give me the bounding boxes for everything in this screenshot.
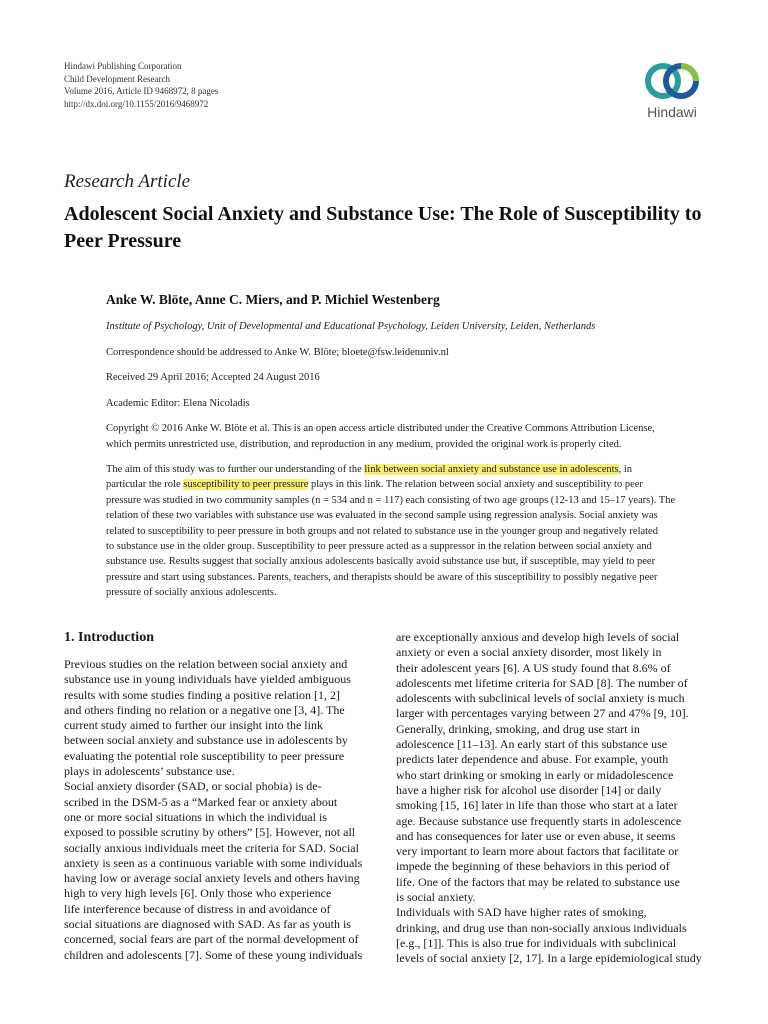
text-line: drinking, and drug use than non-socially anxious individuals xyxy=(396,920,687,935)
publisher-info xyxy=(64,60,218,110)
text-line: current study aimed to further our insight into the link xyxy=(64,718,323,733)
text-line: concerned, social fears are part of the normal development of xyxy=(64,932,359,947)
text-line: impede the beginning of these behaviors in this period of xyxy=(396,859,670,874)
text-line: life interference because of distress in and avoidance of xyxy=(64,901,331,916)
authors: Anke W. Blöte, Anne C. Miers, and P. Michiel Westenberg xyxy=(106,292,440,307)
text-line: having low or average social anxiety levels and others having xyxy=(64,871,360,886)
copyright-line: which permits unrestricted use, distribution, and reproduction in any medium, provided the original work is properly cited. xyxy=(106,439,622,450)
affiliation: Institute of Psychology, Unit of Developmental and Educational Psychology, Leiden University, Leiden, Netherlands xyxy=(106,321,596,332)
text-line: children and adolescents [7]. Some of these young individuals xyxy=(64,947,363,962)
text-line: age. Because substance use frequently starts in adolescence xyxy=(396,813,682,828)
paragraph xyxy=(64,657,374,779)
text-line: Generally, drinking, smoking, and drug use start in xyxy=(396,721,640,736)
text-line: smoking [15, 16] later in life than those who start at a later xyxy=(396,798,678,813)
text-line: anxiety is seen as a continuous variable with some individuals xyxy=(64,855,363,870)
received-dates: Received 29 April 2016; Accepted 24 August 2016 xyxy=(106,372,320,383)
abstract-line xyxy=(106,462,706,477)
abstract-line: to substance use in the older group. Susceptibility to peer pressure acted as a suppressor in the relation between social anxiety and xyxy=(106,541,652,553)
academic-editor: Academic Editor: Elena Nicoladis xyxy=(106,398,250,409)
text-line: is social anxiety. xyxy=(396,890,476,905)
doi-line: http://dx.doi.org/10.1155/2016/9468972 xyxy=(64,98,209,109)
abstract-line: related to susceptibility to peer pressure in both groups and not related to substance use in the younger group and negatively related xyxy=(106,525,658,537)
text-line: and others finding no relation or a negative one [3, 4]. The xyxy=(64,702,345,717)
text-line: plays in adolescents’ substance use. xyxy=(64,764,235,779)
paragraph xyxy=(396,630,706,722)
text-line: Previous studies on the relation between social anxiety and xyxy=(64,657,348,671)
text-line: and has consequences for later use or even abuse, it seems xyxy=(396,828,676,843)
text-line: social situations are diagnosed with SAD. As far as youth is xyxy=(64,917,351,932)
text-line: Social anxiety disorder (SAD, or social phobia) is de- xyxy=(64,779,322,794)
body-column-right xyxy=(396,630,706,967)
abstract-line: pressure of socially anxious adolescents. xyxy=(106,587,277,599)
article-type: Research Article xyxy=(64,171,191,192)
text-line: exposed to possible scrutiny by others” [5]. However, not all xyxy=(64,825,356,840)
text-line: larger with percentages varying between 27 and 47% [9, 10]. xyxy=(396,706,689,721)
abstract-text: , in xyxy=(618,464,633,475)
volume-line: Volume 2016, Article ID 9468972, 8 pages xyxy=(64,86,219,96)
hindawi-logo xyxy=(632,58,712,138)
text-line: anxiety or even a social anxiety disorder, most likely in xyxy=(396,645,662,660)
text-line: predicts later dependence and abuse. For example, youth xyxy=(396,752,669,767)
paragraph xyxy=(64,779,374,963)
body-column-left xyxy=(64,630,374,963)
abstract-text: The aim of this study was to further our understanding of the xyxy=(106,464,365,475)
article-title: Adolescent Social Anxiety and Substance Use: The Role of Susceptibility to Peer Pressure xyxy=(64,203,702,252)
text-line: are exceptionally anxious and develop high levels of social xyxy=(396,630,680,644)
text-line: adolescents met lifetime criteria for SAD [8]. The number of xyxy=(396,675,688,690)
section-heading: 1. Introduction xyxy=(64,630,154,645)
text-line: very important to learn more about factors that facilitate or xyxy=(396,844,679,859)
text-line: levels of social anxiety [2, 17]. In a large epidemiological study xyxy=(396,951,702,966)
text-line: [e.g., [1]]. This is also true for individuals with subclinical xyxy=(396,935,677,950)
text-line: their adolescent years [6]. A US study found that 8.6% of xyxy=(396,660,671,675)
copyright-line: Copyright © 2016 Anke W. Blöte et al. This is an open access article distributed under the Creative Commons Attribution License, xyxy=(106,423,655,434)
text-line: adolescents with subclinical levels of social anxiety is much xyxy=(396,691,685,706)
publisher-line: Hindawi Publishing Corporation xyxy=(64,61,182,71)
text-line: who start drinking or smoking in early or midadolescence xyxy=(396,767,674,782)
text-line: Individuals with SAD have higher rates of smoking, xyxy=(396,905,647,920)
text-line: between social anxiety and substance use in adolescents by xyxy=(64,733,348,748)
paragraph xyxy=(396,722,706,906)
text-line: high to very high levels [6]. Only those who experience xyxy=(64,886,332,901)
text-line: socially anxious individuals meet the criteria for SAD. Social xyxy=(64,840,359,855)
abstract-line: substance use. Results suggest that socially anxious adolescents basically avoid substance use but, if susceptible, may yield to peer xyxy=(106,556,656,568)
abstract-line xyxy=(106,477,706,492)
copyright-notice xyxy=(106,421,655,453)
hindawi-logo-text: Hindawi xyxy=(647,104,697,120)
text-line: life. One of the factors that may be related to substance use xyxy=(396,874,680,889)
abstract-text: particular the role xyxy=(106,479,184,491)
abstract-line: pressure was studied in two community samples (n = 534 and n = 117) each consisting of two age groups (12-13 and 15–17 years). The xyxy=(106,494,676,506)
abstract-line: pressure and start using substances. Parents, teachers, and therapists should be aware of this susceptibility to possibly negative peer xyxy=(106,571,658,583)
highlighted-text: susceptibility to peer pressure xyxy=(183,479,309,491)
text-line: substance use in young individuals have yielded ambiguous xyxy=(64,672,351,687)
text-line: results with some studies finding a positive relation [1, 2] xyxy=(64,687,340,702)
text-line: have a higher risk for alcohol use disorder [14] or daily xyxy=(396,782,662,797)
correspondence: Correspondence should be addressed to Anke W. Blöte; bloete@fsw.leidenuniv.nl xyxy=(106,347,449,358)
highlighted-text: link between social anxiety and substance use in adolescents xyxy=(364,464,619,475)
abstract-line: relation of these two variables with substance use was evaluated in the second sample using regression analysis. Social anxiety was xyxy=(106,510,658,522)
paragraph xyxy=(396,905,706,966)
text-line: adolescence [11–13]. An early start of this substance use xyxy=(396,737,668,752)
abstract-text: plays in this link. The relation between social anxiety and susceptibility to peer xyxy=(308,479,643,491)
text-line: evaluating the potential role susceptibility to peer pressure xyxy=(64,748,345,763)
hindawi-rings-icon xyxy=(641,58,703,104)
text-line: one or more social situations in which the individual is xyxy=(64,809,327,824)
text-line: scribed in the DSM-5 as a “Marked fear or anxiety about xyxy=(64,794,338,809)
journal-line: Child Development Research xyxy=(64,73,170,84)
abstract xyxy=(106,462,706,601)
